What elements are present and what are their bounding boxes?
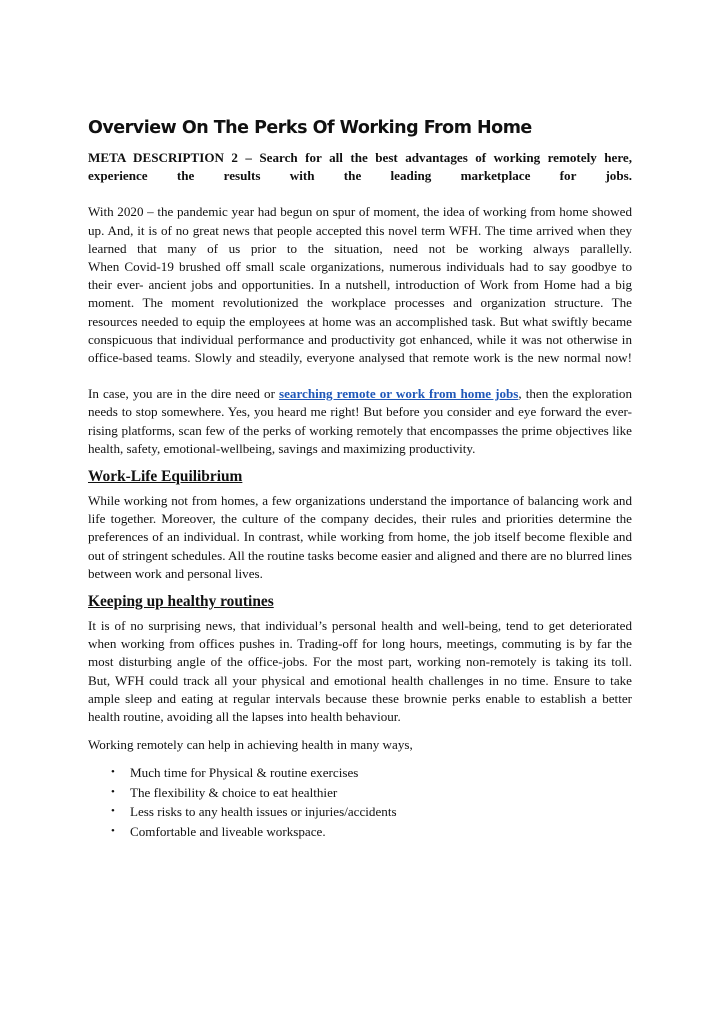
- document-page: [88, 116, 632, 841]
- list-item: [88, 822, 632, 842]
- list-item: [88, 763, 632, 783]
- section-body-work-life: While working not from homes, a few organizations understand the importance of balancing work and life together. Moreover, the culture of the company decides, their rules and priorities determine the preferences of an individual. In contrast, while working from home, the job itself become flexible and out of stringent schedules. All the routine tasks become easier and aligned and there are no blurred lines between work and personal lives.: [88, 493, 632, 581]
- bullet-icon: •: [111, 824, 115, 837]
- list-item-text: Less risks to any health issues or injuries/accidents: [130, 804, 397, 820]
- intro-paragraph-1: With 2020 – the pandemic year had begun on spur of moment, the idea of working from home showed up. And, it is of no great news that people accepted this novel term WFH. The time arrived when they learned that many of us prior to the situation, need not be working always parallelly.: [88, 204, 632, 256]
- bullet-icon: •: [111, 766, 115, 779]
- intro-paragraph-3-lead: In case, you are in the dire need or: [88, 386, 279, 402]
- bullet-icon: •: [111, 785, 115, 798]
- intro-paragraph-3: [88, 385, 632, 458]
- page-title: Overview On The Perks Of Working From Home: [88, 118, 532, 138]
- list-item: [88, 802, 632, 822]
- paragraph-spacer: [88, 367, 632, 385]
- remote-jobs-link[interactable]: searching remote or work from home jobs: [279, 386, 519, 402]
- list-item-text: Comfortable and liveable workspace.: [130, 823, 326, 839]
- list-intro: Working remotely can help in achieving health in many ways,: [88, 737, 413, 753]
- bullet-icon: •: [111, 805, 115, 818]
- intro-paragraph-2: When Covid-19 brushed off small scale organizations, numerous individuals had to say goodbye to their ever- ancient jobs and opportunities. In a nutshell, introduction of Work from Home had a big moment. The moment revolutionized the workplace processes and organization structure. The resources needed to equip the employees at home was an accomplished task. But what swiftly became conspicuous that individual performance and productivity got enhanced, while it was not otherwise in office-based teams. Slowly and steadily, everyone analysed that remote work is the new normal now!: [88, 259, 632, 366]
- list-item-text: The flexibility & choice to eat healthier: [130, 784, 338, 800]
- section-heading-work-life: Work-Life Equilibrium: [88, 468, 243, 486]
- paragraph-spacer: [88, 726, 632, 736]
- health-benefits-list: [88, 763, 632, 841]
- section-heading-healthy-routines: Keeping up healthy routines: [88, 593, 274, 611]
- section-body-healthy-routines-2: But, WFH could track all your physical and emotional health challenges in no time. Ensure to take ample sleep and eating at regular intervals because these brownie perks enable to establish a better health routine, avoiding all the lapses into health behaviour.: [88, 672, 632, 725]
- intro-paragraph-3-rest: , then the exploration needs to stop somewhere. Yes, you heard me right! But before you consider and eye forward the ever-rising platforms, scan few of the perks of working remotely that encompasses the prime objectives like health, safety, emotional-wellbeing, savings and maximizing productivity.: [88, 386, 633, 456]
- list-item-text: Much time for Physical & routine exercises: [130, 765, 359, 781]
- section-body-healthy-routines-1: It is of no surprising news, that individual’s personal health and well-being, tend to get deteriorated when working from offices pushes in. Trading-off for long hours, meetings, commuting is by far the most disturbing angle of the office-jobs. For the most part, working non-remotely is taking its toll.: [88, 618, 632, 670]
- meta-description: META DESCRIPTION 2 – Search for all the best advantages of working remotely here, experience the results with the leading marketplace for jobs.: [88, 150, 632, 184]
- list-item: [88, 783, 632, 803]
